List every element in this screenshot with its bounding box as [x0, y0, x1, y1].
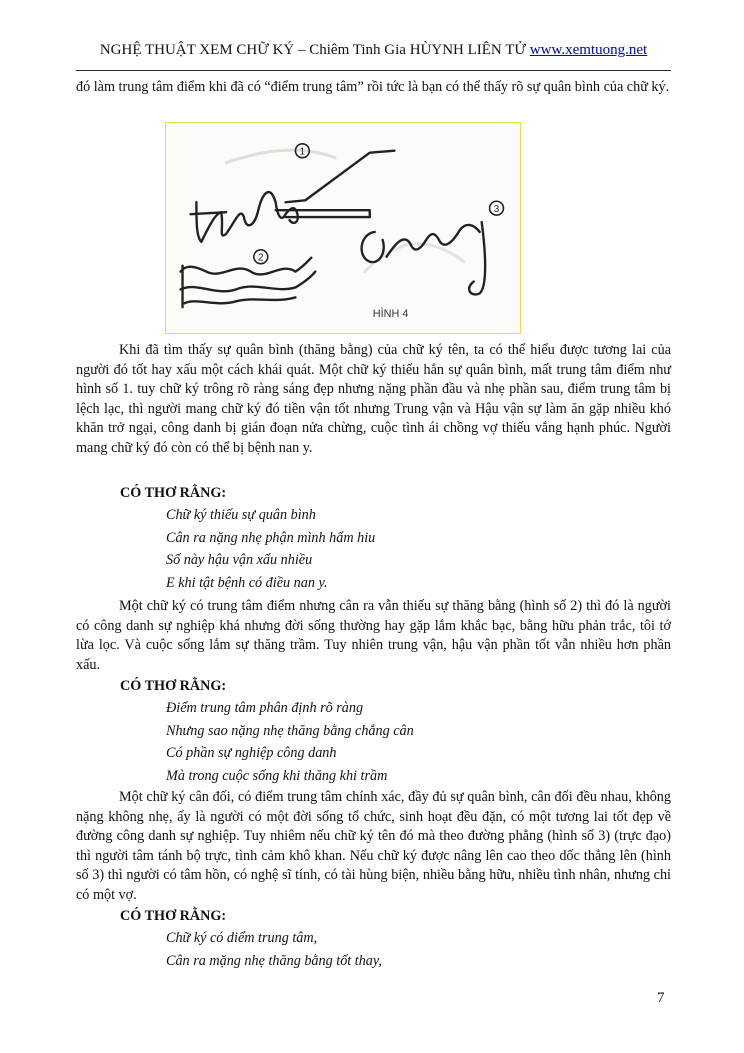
poem-line: Cân ra nặng nhẹ phận mình hẩm hiu	[166, 529, 376, 546]
page-header	[76, 42, 671, 59]
poem-2-heading: CÓ THƠ RẰNG:	[120, 678, 227, 694]
header-rule	[76, 70, 671, 71]
figure-label-2: 2	[258, 252, 264, 264]
page-number: 7	[657, 990, 665, 1006]
poem-line: E khi tật bệnh có điều nan y.	[166, 574, 328, 591]
poem-line: Mà trong cuộc sống khi thăng khi trầm	[166, 767, 388, 784]
poem-line: Chữ ký có diểm trung tâm,	[166, 930, 318, 946]
paragraph-intro: đó làm trung tâm điểm khi đã có “điểm trung tâm” rồi tức là bạn có thể thấy rõ sự quân bình của chữ ký.	[76, 79, 670, 95]
poem-line: Chữ ký thiếu sự quân bình	[166, 507, 316, 523]
figure-label-1: 1	[299, 146, 306, 158]
poem-line: Số này hậu vận xấu nhiều	[166, 552, 313, 568]
poem-line: Nhưng sao nặng nhẹ thăng bằng chẳng cân	[166, 722, 414, 739]
figure-caption: HÌNH 4	[372, 308, 409, 321]
paragraph-3: Một chữ ký cân đối, có điểm trung tâm chính xác, đầy đủ sự quân bình, cân đối đều nhau, không nặng không nhẹ, ấy là người có một đời sống tổ chức, sinh hoạt đều đặn, có một tương lai tốt đẹp về đường công danh sự nghiệp. Tuy nhiêm nếu chữ ký tên đó mà theo đường phẳng (hình số 3) (trực đạo) thì người tâm tánh bộ trực, tình cảm khô khan. Nếu chữ ký được nâng lên cao theo dốc thẳng lên (hình số 3) thì người có tâm hồn, có nghệ sĩ tính, có tài hùng biện, nhiều bằng hữu, nhiều tình nhân, nhưng chỉ có một vợ.	[76, 789, 671, 903]
poem-line: Có phần sự nghiệp công danh	[166, 745, 337, 761]
poem-line: Điểm trung tâm phân định rõ ràng	[166, 700, 364, 716]
poem-3	[166, 927, 382, 972]
poem-line: Cân ra mặng nhẹ thăng bằng tốt thay,	[166, 952, 382, 969]
paragraph-2: Một chữ ký có trung tâm điểm nhưng cân ra vẫn thiếu sự thăng bằng (hình số 2) thì đó là người có công danh sự nghiệp khá nhưng đời sống thường hay gặp lắm khắc bạc, bằng hữu phản trắc, tôi tớ lừa lọc. Và cuộc sống lắm sự thăng trầm. Tuy nhiên trung vận, hậu vận phần tốt vẫn nhiều hơn phần xấu.	[76, 598, 671, 673]
figure-label-3: 3	[493, 204, 500, 216]
header-website-link[interactable]: www.xemtuong.net	[529, 42, 648, 58]
poem-1	[166, 504, 375, 594]
poem-1-heading: CÓ THƠ RẰNG:	[120, 485, 227, 501]
poem-3-heading: CÓ THƠ RẰNG:	[120, 908, 227, 924]
header-title: NGHỆ THUẬT XEM CHỮ KÝ – Chiêm Tinh Gia HÙYNH LIÊN TỬ	[99, 42, 527, 58]
signature-drawing	[166, 123, 520, 333]
paragraph-1: Khi đã tìm thấy sự quân bình (thăng bằng) của chữ ký tên, ta có thể hiểu được tương lai của người đó tốt hay xấu một cách khái quát. Một chữ ký thiếu hẳn sự quân bình, mất trung tâm điểm như hình số 1. tuy chữ ký trông rõ ràng sáng đẹp nhưng nặng phần đầu và nhẹ phần sau, điểm trung tâm bị lệch lạc, thì người mang chữ ký đó tiền vận tốt nhưng Trung vận và Hậu vận sự làm ăn gặp nhiều khó khăn trở ngại, công danh bị gián đoạn nửa chừng, cuộc tình ái chồng vợ thiếu vắng hạnh phúc. Người mang chữ ký đó còn có thể bị bệnh nan y.	[76, 342, 671, 456]
poem-2	[166, 697, 414, 787]
signature-figure	[165, 122, 521, 334]
